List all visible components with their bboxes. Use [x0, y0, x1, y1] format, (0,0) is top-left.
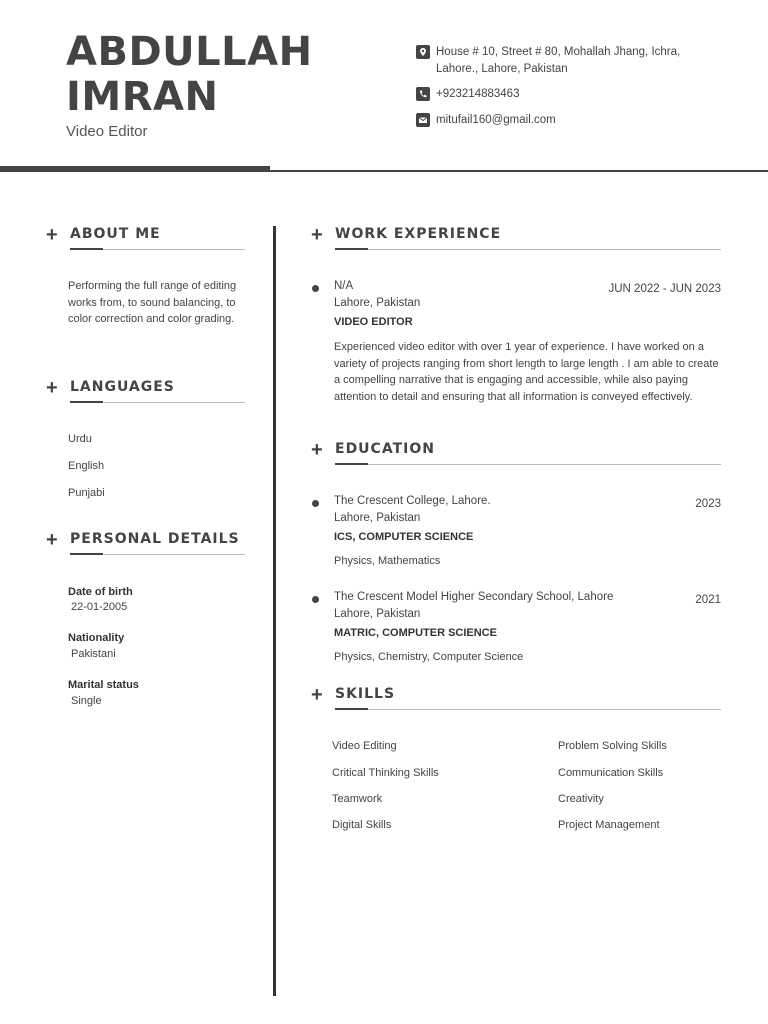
about-title: ABOUT ME — [70, 226, 161, 242]
skill-item: Project Management — [558, 819, 660, 831]
plus-icon: + — [46, 377, 58, 399]
skill-item: Video Editing — [332, 740, 397, 752]
skill-item: Problem Solving Skills — [558, 740, 667, 752]
email-text: mitufail160@gmail.com — [436, 114, 556, 126]
last-name: IMRAN — [66, 74, 219, 120]
about-text: Performing the full range of editing works from, to sound balancing, to color correction and color grading. — [68, 280, 237, 325]
work-title: WORK EXPERIENCE — [335, 226, 502, 242]
plus-icon: + — [311, 224, 323, 246]
address-text: House # 10, Street # 80, Mohallah Jhang, Ichra, Lahore., Lahore, Pakistan — [436, 46, 681, 75]
edu-school: The Crescent College, Lahore. — [334, 495, 491, 507]
skill-item: Communication Skills — [558, 767, 664, 779]
section-rule — [335, 709, 721, 710]
personal-heading — [46, 530, 246, 558]
column-divider — [273, 226, 276, 996]
contact-address — [416, 44, 706, 78]
work-location: Lahore, Pakistan — [334, 297, 421, 309]
section-rule-accent — [335, 708, 368, 710]
section-rule — [335, 249, 721, 250]
edu-location: Lahore, Pakistan — [334, 512, 421, 524]
work-role: VIDEO EDITOR — [334, 316, 413, 328]
phone-icon — [416, 87, 430, 101]
edu-degree: MATRIC, COMPUTER SCIENCE — [334, 627, 497, 639]
candidate-name — [66, 30, 313, 120]
plus-icon: + — [311, 684, 323, 706]
skill-item: Critical Thinking Skills — [332, 767, 439, 779]
marital-value: Single — [71, 695, 102, 707]
skill-item: Creativity — [558, 793, 604, 805]
location-pin-icon — [416, 45, 430, 59]
work-description: Experienced video editor with over 1 year of experience. I have worked on a variety of projects ranging from short length to large length . I am able to create a compelling narrative that is engaging and accessible, while also paying attention to detail and ensuring that all information is conveyed effectively. — [334, 341, 719, 403]
languages-heading — [46, 378, 246, 406]
languages-title: LANGUAGES — [70, 379, 175, 395]
section-rule — [335, 464, 721, 465]
plus-icon: + — [46, 529, 58, 551]
work-heading — [311, 225, 723, 253]
edu-school: The Crescent Model Higher Secondary School, Lahore — [334, 591, 614, 603]
edu-year: 2023 — [695, 498, 721, 510]
section-rule-accent — [70, 401, 103, 403]
skill-item: Teamwork — [332, 793, 383, 805]
edu-subjects: Physics, Chemistry, Computer Science — [334, 651, 524, 663]
mail-icon — [416, 113, 430, 127]
about-heading — [46, 225, 246, 253]
edu-location: Lahore, Pakistan — [334, 608, 421, 620]
section-rule-accent — [70, 553, 103, 555]
header-divider-accent — [0, 166, 270, 172]
job-title: Video Editor — [66, 123, 148, 140]
marital-label: Marital status — [68, 679, 139, 691]
edu-degree: ICS, COMPUTER SCIENCE — [334, 531, 474, 543]
bullet-icon — [312, 285, 319, 292]
skill-item: Digital Skills — [332, 819, 392, 831]
personal-title: PERSONAL DETAILS — [70, 531, 240, 547]
contact-email — [416, 112, 706, 129]
language-item: Urdu — [68, 433, 92, 445]
section-rule-accent — [335, 248, 368, 250]
nationality-value: Pakistani — [71, 648, 116, 660]
language-item: English — [68, 460, 105, 472]
section-rule-accent — [335, 463, 368, 465]
dob-label: Date of birth — [68, 586, 133, 598]
work-company: N/A — [334, 280, 354, 292]
education-heading — [311, 440, 723, 468]
bullet-icon — [312, 500, 319, 507]
skills-heading — [311, 685, 723, 713]
skills-title: SKILLS — [335, 686, 396, 702]
first-name: ABDULLAH — [66, 29, 313, 75]
education-title: EDUCATION — [335, 441, 435, 457]
plus-icon: + — [311, 439, 323, 461]
work-dates: JUN 2022 - JUN 2023 — [608, 283, 721, 295]
nationality-label: Nationality — [68, 632, 125, 644]
edu-subjects: Physics, Mathematics — [334, 555, 441, 567]
bullet-icon — [312, 596, 319, 603]
plus-icon: + — [46, 224, 58, 246]
contact-phone — [416, 86, 706, 103]
phone-text: +923214883463 — [436, 88, 520, 100]
dob-value: 22-01-2005 — [71, 601, 128, 613]
edu-year: 2021 — [695, 594, 721, 606]
language-item: Punjabi — [68, 487, 105, 499]
section-rule-accent — [70, 248, 103, 250]
